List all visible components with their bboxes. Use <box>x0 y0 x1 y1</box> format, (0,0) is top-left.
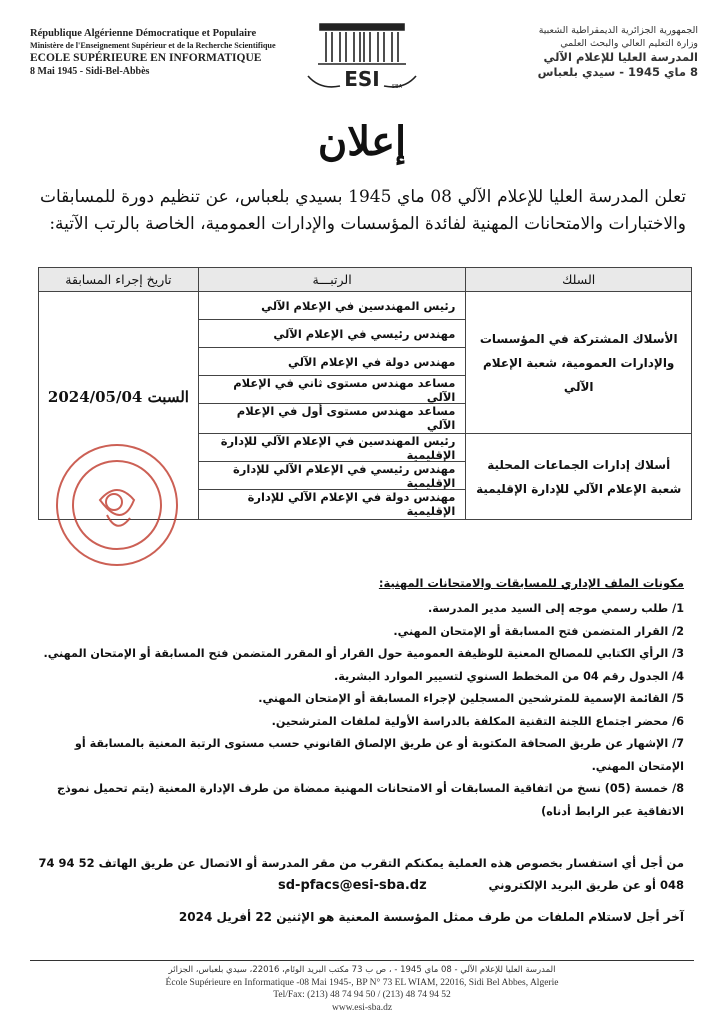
school-location-fr: 8 Mai 1945 - Sidi-Bel-Abbès <box>30 66 150 77</box>
list-item: 5/ القائمة الإسمية للمترشحين المسجلين لإجراء المسابقة أو الإمتحان المهني. <box>258 692 684 705</box>
contact-email[interactable]: sd-pfacs@esi-sba.dz <box>278 878 427 893</box>
footer-address-fr: École Supérieure en Informatique -08 Mai 1945-, BP N° 73 EL WIAM, 22016, Sidi Bel Abbes, Algerie <box>165 977 559 988</box>
file-components <box>34 576 684 823</box>
grade-item: مهندس دولة في الإعلام الآلي للإدارة الإقليمية <box>247 490 456 518</box>
footer-phone: Tel/Fax: (213) 48 74 94 50 / (213) 48 74 94 52 <box>273 990 451 1000</box>
footer <box>0 964 724 1014</box>
list-item: 4/ الجدول رقم 04 من المخطط السنوي لتسيير الموارد البشرية. <box>333 669 684 683</box>
grade-item: مهندس رئيسي في الإعلام الآلي <box>199 320 466 348</box>
republic-name-fr: République Algérienne Démocratique et Populaire <box>30 28 257 39</box>
list-item: 7/ الإشهار عن طريق الصحافة المكتوبة أو عن طريق الإلصاق القانوني حسب مستوى الرتبة المعنية بالمسابقة أو الإمتحان المهني. <box>74 737 684 773</box>
footer-divider <box>30 960 694 961</box>
school-location-ar: 8 ماي 1945 - سيدي بلعباس <box>537 65 698 79</box>
grade-item: رئيس المهندسين في الإعلام الآلي للإدارة الإقليمية <box>199 434 466 462</box>
republic-name-ar: الجمهورية الجزائرية الديمقراطية الشعبية <box>538 25 698 36</box>
header-corps: السلك <box>466 268 692 292</box>
grade-item: مهندس رئيسي في الإعلام الآلي للإدارة الإقليمية <box>199 462 466 490</box>
header-date: تاريخ إجراء المسابقة <box>39 268 199 292</box>
grades-common <box>198 292 466 434</box>
announcement-title: إعلان <box>317 118 407 165</box>
logo-sub: SBA <box>392 84 403 90</box>
footer-address-ar: المدرسة العليا للإعلام الآلي - 08 ماي 1945 - ، ص ب 73 مكتب البريد الوئام، 22016، سيدي بلعباس، الجزائر <box>168 965 556 975</box>
grade-item: رئيس المهندسين في الإعلام الآلي <box>199 292 466 320</box>
list-item: 2/ القرار المتضمن فتح المسابقة أو الإمتحان المهني. <box>393 624 684 638</box>
components-title: مكونات الملف الإداري للمسابقات والامتحانات المهنية: <box>378 576 684 590</box>
school-name-ar: المدرسة العليا للإعلام الآلي <box>543 50 698 64</box>
table-header-row <box>39 268 692 292</box>
grade-item: مهندس دولة في الإعلام الآلي <box>199 348 466 376</box>
esi-logo <box>300 16 424 94</box>
corps-local: أسلاك إدارات الجماعات المحلية شعبة الإعلام الآلي للإدارة الإقليمية <box>466 434 692 520</box>
ministry-name-fr: Ministère de l'Enseignement Supérieur et de la Recherche Scientifique <box>30 41 276 50</box>
deadline-text: آخر أجل لاستلام الملفات من طرف ممثل المؤسسة المعنية هو الإثنين 22 أفريل 2024 <box>178 910 684 924</box>
corps-common: الأسلاك المشتركة في المؤسسات والإدارات العمومية، شعبة الإعلام الآلي <box>466 292 692 434</box>
list-item: 8/ خمسة (05) نسخ من اتفاقية المسابقات أو الامتحانات المهنية ممضاة من طرف الإدارة المعنية (يتم تحميل نموذج الاتفاقية عبر الرابط أدناه) <box>56 782 684 818</box>
grade-item: مساعد مهندس مستوى أول في الإعلام الآلي <box>236 404 456 432</box>
contact-text: من أجل أي استفسار بخصوص هذه العملية يمكنكم التقرب من مقر المدرسة أو الاتصال عن طريق الهاتف 52 94 74 048 أو عن طريق البريد الإلكتروني <box>38 856 684 892</box>
footer-website[interactable]: www.esi-sba.dz <box>331 1002 393 1013</box>
exam-date: السبت 2024/05/04 <box>39 292 199 520</box>
school-name-fr: ECOLE SUPÉRIEURE EN INFORMATIQUE <box>30 52 262 64</box>
ministry-name-ar: وزارة التعليم العالي والبحث العلمي <box>560 38 698 49</box>
logo-text: ESI <box>344 67 380 91</box>
list-item: 1/ طلب رسمي موجه إلى السيد مدير المدرسة. <box>428 602 684 615</box>
header-arabic-block <box>428 24 698 80</box>
official-stamp <box>52 440 182 570</box>
list-item: 3/ الرأي الكتابي للمصالح المعنية للوظيفة العمومية حول القرار أو المقرر المتضمن فتح المسابقة أو الإمتحان المهني. <box>43 647 684 660</box>
announcement-intro: تعلن المدرسة العليا للإعلام الآلي 08 ماي 1945 بسيدي بلعباس، عن تنظيم دورة للمسابقات والاختبارات والامتحانات المهنية لفائدة المؤسسات والإدارات العمومية، الخاصة بالرتب الآتية: <box>40 187 686 234</box>
grades-local <box>198 434 466 520</box>
list-item: 6/ محضر اجتماع اللجنة التقنية المكلفة بالدراسة الأولية لملفات المترشحين. <box>271 714 684 728</box>
header-grade: الرتبـــة <box>198 268 466 292</box>
table-row <box>39 292 692 434</box>
header-french-block <box>30 28 280 78</box>
grade-item: مساعد مهندس مستوى ثاني في الإعلام الآلي <box>199 376 466 404</box>
